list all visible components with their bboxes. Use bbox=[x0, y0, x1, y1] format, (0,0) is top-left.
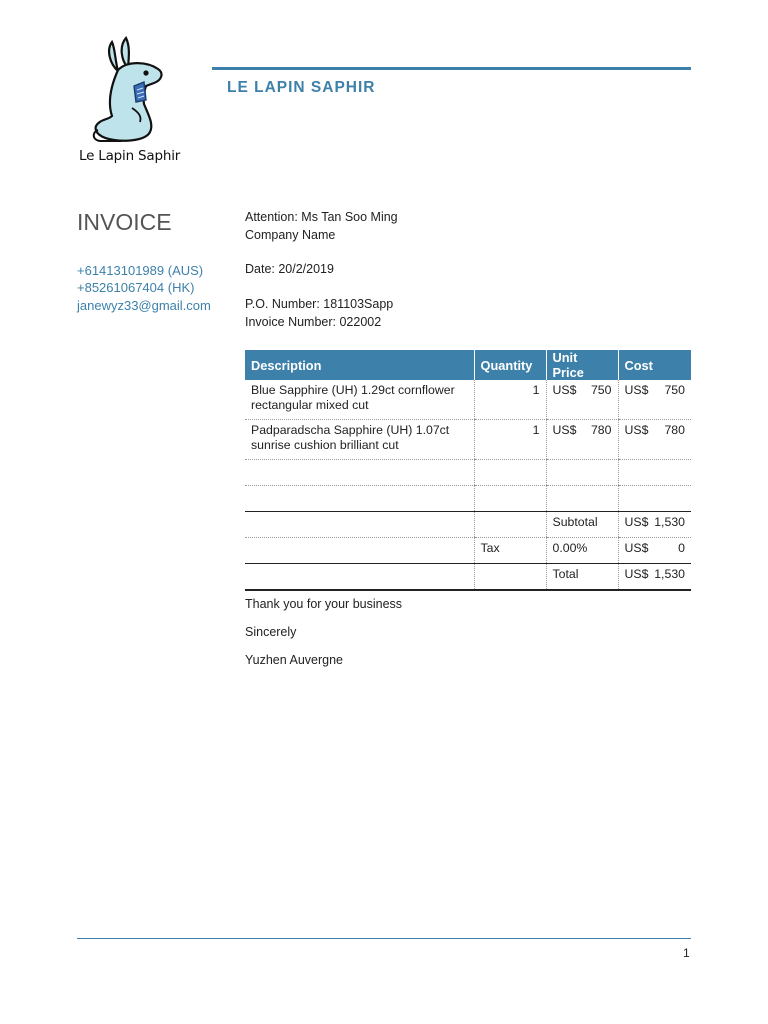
document-title: INVOICE bbox=[77, 209, 172, 235]
item-quantity: 1 bbox=[474, 380, 546, 420]
reference-block bbox=[245, 296, 393, 331]
table-row bbox=[245, 380, 691, 420]
footer-rule bbox=[77, 938, 691, 939]
header-rule bbox=[212, 67, 691, 70]
sign-off: Sincerely bbox=[245, 625, 297, 639]
item-cost: US$ 780 bbox=[618, 420, 691, 460]
invoice-number: Invoice Number: 022002 bbox=[245, 314, 382, 329]
item-cost: US$ 750 bbox=[618, 380, 691, 420]
table-row bbox=[245, 420, 691, 460]
header-unit-price: Unit Price bbox=[546, 350, 618, 380]
invoice-table bbox=[245, 350, 691, 591]
tax-row bbox=[245, 538, 691, 564]
header-quantity: Quantity bbox=[474, 350, 546, 380]
company-line: Company Name bbox=[245, 227, 336, 242]
company-name: LE LAPIN SAPHIR bbox=[227, 79, 376, 96]
po-number: P.O. Number: 181103Sapp bbox=[245, 297, 394, 311]
thank-you-line: Thank you for your business bbox=[245, 597, 403, 611]
table-header-row bbox=[245, 350, 691, 380]
company-logo bbox=[76, 36, 186, 166]
contact-block bbox=[77, 262, 211, 314]
phone-aus: +61413101989 (AUS) bbox=[77, 263, 204, 278]
closing-block bbox=[245, 597, 402, 681]
tax-label: Tax bbox=[474, 538, 546, 564]
rabbit-icon bbox=[88, 36, 172, 146]
tax-rate: 0.00% bbox=[546, 538, 618, 564]
subtotal-row bbox=[245, 512, 691, 538]
date-line: Date: 20/2/2019 bbox=[245, 262, 334, 276]
item-description: Blue Sapphire (UH) 1.29ct cornflower rectangular mixed cut bbox=[245, 380, 474, 420]
item-description: Padparadscha Sapphire (UH) 1.07ct sunrise cushion brilliant cut bbox=[245, 420, 474, 460]
total-value: US$ 1,530 bbox=[618, 564, 691, 591]
attention-line: Attention: Ms Tan Soo Ming bbox=[245, 210, 398, 224]
logo-text: Le Lapin Saphir bbox=[79, 148, 181, 164]
total-row bbox=[245, 564, 691, 591]
item-unit-price: US$ 750 bbox=[546, 380, 618, 420]
recipient-block bbox=[245, 209, 398, 244]
tax-value: US$ 0 bbox=[618, 538, 691, 564]
signatory-name: Yuzhen Auvergne bbox=[245, 653, 343, 667]
item-quantity: 1 bbox=[474, 420, 546, 460]
header-cost: Cost bbox=[618, 350, 691, 380]
empty-row bbox=[245, 486, 691, 512]
header-description: Description bbox=[245, 350, 474, 380]
subtotal-label: Subtotal bbox=[546, 512, 618, 538]
total-label: Total bbox=[546, 564, 618, 591]
phone-hk: +85261067404 (HK) bbox=[77, 280, 195, 296]
page-number: 1 bbox=[683, 946, 690, 960]
empty-row bbox=[245, 460, 691, 486]
email-address: janewyz33@gmail.com bbox=[77, 297, 211, 313]
subtotal-value: US$ 1,530 bbox=[618, 512, 691, 538]
item-unit-price: US$ 780 bbox=[546, 420, 618, 460]
